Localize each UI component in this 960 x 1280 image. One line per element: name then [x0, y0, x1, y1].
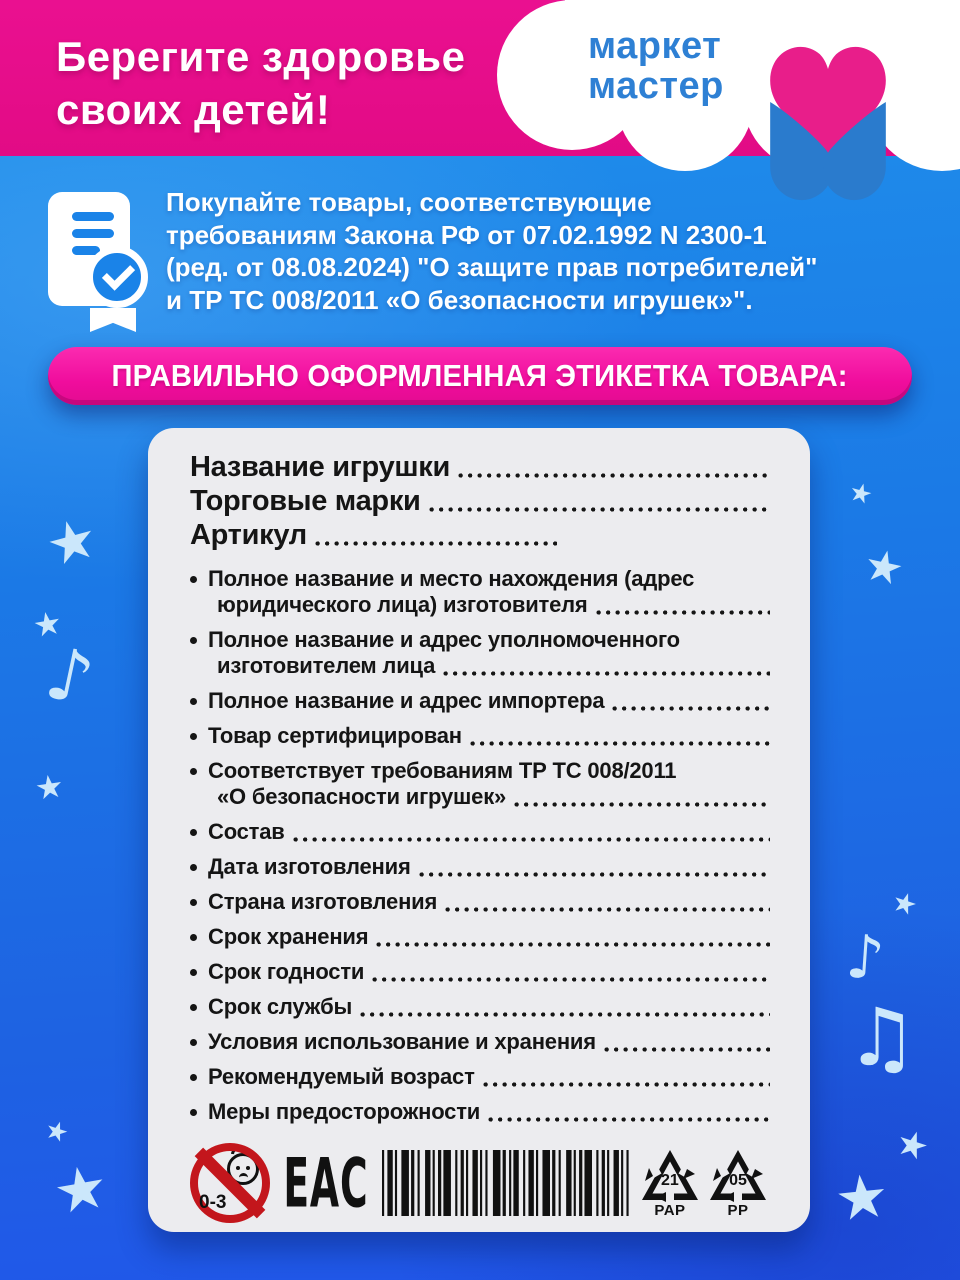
label-item — [190, 854, 770, 880]
label-item-line — [208, 592, 770, 618]
doc-text-line — [72, 229, 114, 238]
music-notes-icon: ♫ — [846, 991, 918, 1084]
certificate-document-icon — [48, 192, 130, 306]
dotted-leader — [604, 1047, 770, 1052]
label-item-text: Срок службы — [208, 994, 353, 1019]
label-item-line — [208, 924, 770, 950]
label-item — [190, 819, 770, 845]
label-item-text: Товар сертифицирован — [208, 723, 462, 748]
label-item-line — [208, 566, 770, 592]
bullet-dot — [190, 1109, 197, 1116]
label-items — [190, 566, 770, 1125]
star-icon: ★ — [887, 883, 922, 924]
dotted-leader — [458, 473, 770, 478]
bullet-dot — [190, 733, 197, 740]
label-item — [190, 1099, 770, 1125]
ribbon-icon — [90, 308, 136, 332]
label-item-line — [208, 688, 770, 714]
dotted-leader — [360, 1012, 770, 1017]
label-item — [190, 566, 770, 618]
label-item-lines — [208, 924, 770, 950]
label-item-lines — [208, 627, 770, 679]
label-item-lines — [208, 1064, 770, 1090]
recycle-pp-icon — [706, 1148, 770, 1219]
star-icon: ★ — [39, 504, 105, 581]
label-item-text: Полное название и место нахождения (адрес — [208, 566, 695, 591]
dotted-leader — [612, 706, 770, 711]
bullet-dot — [190, 637, 197, 644]
label-item-line — [208, 1029, 770, 1055]
label-item-text: Дата изготовления — [208, 854, 411, 879]
field-article: Артикул — [190, 518, 770, 552]
label-item — [190, 889, 770, 915]
star-icon: ★ — [32, 766, 67, 808]
label-item-lines — [208, 758, 770, 810]
intro-section — [48, 186, 928, 316]
label-item-line — [208, 854, 770, 880]
recycle-code: PAP — [654, 1201, 686, 1219]
label-item-text: Соответствует требованиям ТР ТС 008/2011 — [208, 758, 677, 783]
music-note-icon: ♪ — [38, 630, 102, 722]
label-item-lines — [208, 994, 770, 1020]
intro-line-4: и ТР ТС 008/2011 «О безопасности игрушек»". — [166, 284, 753, 315]
label-item-line — [208, 819, 770, 845]
section-banner — [48, 347, 912, 405]
label-item-text: Полное название и адрес уполномоченного — [208, 627, 680, 652]
label-item-line — [208, 1064, 770, 1090]
recycle-number: 05 — [729, 1171, 747, 1189]
dotted-leader — [376, 942, 770, 947]
intro-line-2: требованиям Закона РФ от 07.02.1992 N 2300-1 — [166, 219, 767, 250]
logo-word-1: маркет — [588, 25, 722, 67]
label-item-line — [208, 959, 770, 985]
dotted-leader — [483, 1082, 770, 1087]
star-icon: ★ — [859, 538, 909, 597]
label-item-lines — [208, 566, 770, 618]
bullet-dot — [190, 1004, 197, 1011]
label-item-text: юридического лица) изготовителя — [217, 592, 588, 617]
field-trademarks: Торговые марки — [190, 484, 770, 518]
label-item-lines — [208, 1029, 770, 1055]
label-item-text: Страна изготовления — [208, 889, 438, 914]
bullet-dot — [190, 1074, 197, 1081]
label-item-text: «О безопасности игрушек» — [217, 784, 507, 809]
star-icon: ★ — [845, 476, 876, 512]
label-item — [190, 924, 770, 950]
recycle-number: 21 — [661, 1171, 679, 1189]
label-item — [190, 1064, 770, 1090]
label-item-text: изготовителем лица — [217, 653, 436, 678]
dotted-leader — [488, 1117, 770, 1122]
label-item-lines — [208, 819, 770, 845]
label-item-lines — [208, 723, 770, 749]
intro-line-3: (ред. от 08.08.2024) "О защите прав потребителей" — [166, 252, 818, 282]
age-warning-0-3-icon — [190, 1143, 270, 1223]
bullet-dot — [190, 576, 197, 583]
logo-word-2: мастер — [588, 65, 724, 107]
bullet-dot — [190, 698, 197, 705]
headline-line-2: своих детей! — [56, 86, 331, 133]
label-item-lines — [208, 854, 770, 880]
dotted-leader — [315, 541, 557, 546]
recycle-pap-icon — [638, 1148, 702, 1219]
bullet-dot — [190, 829, 197, 836]
dotted-leader — [429, 507, 770, 512]
label-item — [190, 758, 770, 810]
label-item-text: Состав — [208, 819, 285, 844]
age-range-label: 0-3 — [199, 1192, 227, 1213]
label-item-line — [208, 889, 770, 915]
label-item-lines — [208, 889, 770, 915]
label-item — [190, 994, 770, 1020]
label-item-text: Рекомендуемый возраст — [208, 1064, 475, 1089]
dotted-leader — [443, 671, 770, 676]
bullet-dot — [190, 864, 197, 871]
star-icon: ★ — [890, 1121, 934, 1171]
star-icon: ★ — [48, 1150, 114, 1230]
label-item-line — [208, 994, 770, 1020]
music-note-icon: ♪ — [843, 921, 887, 995]
star-icon: ★ — [29, 602, 65, 646]
label-item-text: Условия использование и хранения — [208, 1029, 596, 1054]
label-item-text: Полное название и адрес импортера — [208, 688, 605, 713]
recycle-code: PP — [727, 1201, 749, 1219]
dotted-leader — [372, 977, 770, 982]
bullet-dot — [190, 969, 197, 976]
dotted-leader — [419, 872, 770, 877]
doc-text-line — [72, 212, 114, 221]
bullet-dot — [190, 768, 197, 775]
dotted-leader — [293, 837, 770, 842]
label-item-lines — [208, 1099, 770, 1125]
label-item-lines — [208, 959, 770, 985]
label-item-line — [208, 723, 770, 749]
label-item-line — [208, 758, 770, 784]
logo-cloud — [480, 0, 960, 190]
label-item-line — [208, 1099, 770, 1125]
bullet-dot — [190, 934, 197, 941]
bullet-dot — [190, 1039, 197, 1046]
label-item — [190, 959, 770, 985]
field-toy-name: Название игрушки — [190, 450, 770, 484]
star-icon: ★ — [40, 1114, 73, 1150]
section-banner-label: ПРАВИЛЬНО ОФОРМЛЕННАЯ ЭТИКЕТКА ТОВАРА: — [111, 358, 849, 393]
market-master-logo — [588, 26, 724, 106]
label-item-lines — [208, 688, 770, 714]
dotted-leader — [596, 610, 770, 615]
label-item — [190, 688, 770, 714]
star-icon: ★ — [831, 1160, 893, 1236]
label-item — [190, 1029, 770, 1055]
label-item-text: Срок годности — [208, 959, 365, 984]
eac-mark: ЕАС — [283, 1143, 369, 1223]
barcode — [382, 1150, 634, 1216]
compliance-marks — [190, 1143, 770, 1223]
label-item — [190, 723, 770, 749]
label-item-text: Меры предосторожности — [208, 1099, 481, 1124]
dotted-leader — [514, 802, 770, 807]
dotted-leader — [470, 741, 770, 746]
label-item-line — [208, 653, 770, 679]
label-item-line — [208, 627, 770, 653]
intro-text — [166, 186, 817, 316]
label-item — [190, 627, 770, 679]
label-item-line — [208, 784, 770, 810]
label-item-text: Срок хранения — [208, 924, 369, 949]
headline — [56, 30, 465, 136]
check-badge-icon — [86, 246, 148, 308]
intro-line-1: Покупайте товары, соответствующие — [166, 187, 652, 217]
bullet-dot — [190, 899, 197, 906]
headline-line-1: Берегите здоровье — [56, 33, 466, 80]
label-card — [148, 428, 810, 1232]
dotted-leader — [445, 907, 770, 912]
